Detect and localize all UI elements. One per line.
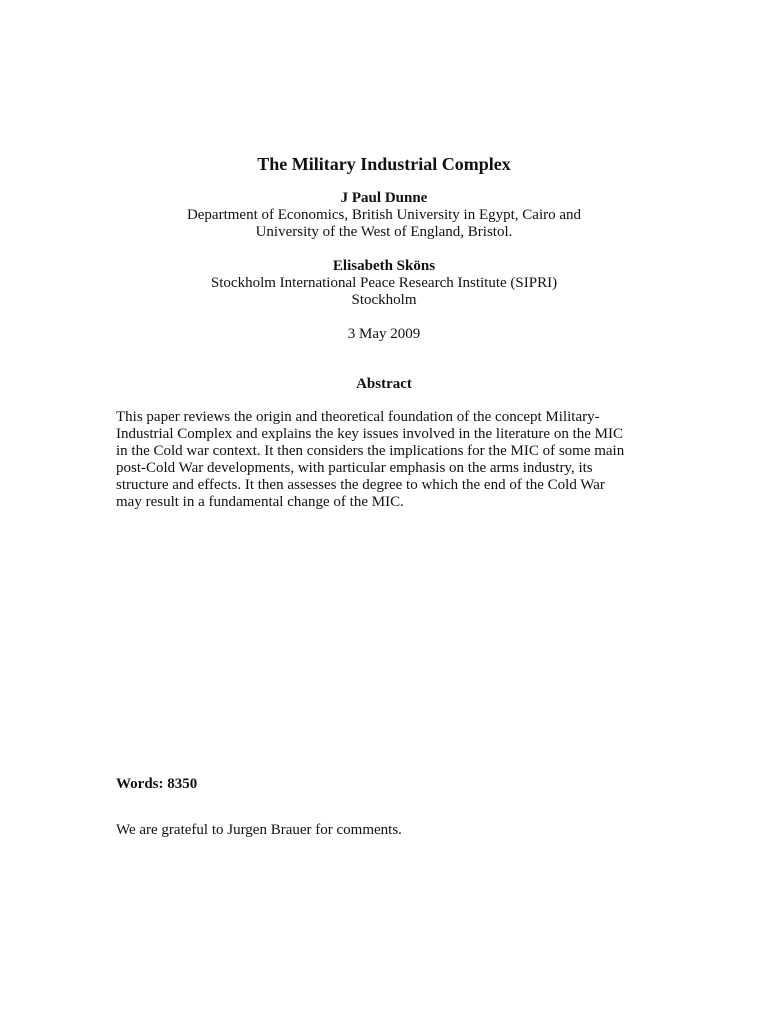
abstract-line: structure and effects. It then assesses the degree to which the end of the Cold War xyxy=(116,477,605,493)
abstract-line: This paper reviews the origin and theoretical foundation of the concept Military- xyxy=(116,409,600,425)
abstract-body xyxy=(116,409,651,511)
author-name: J Paul Dunne xyxy=(340,190,428,206)
author-affiliation xyxy=(0,207,768,241)
word-count: Words: 8350 xyxy=(116,776,198,792)
paper-date: 3 May 2009 xyxy=(347,326,421,342)
abstract-heading: Abstract xyxy=(356,376,412,392)
abstract-line: post-Cold War developments, with particular emphasis on the arms industry, its xyxy=(116,460,593,476)
affiliation-line: University of the West of England, Bristol. xyxy=(255,224,513,240)
affiliation-line: Stockholm International Peace Research Institute (SIPRI) xyxy=(210,275,558,291)
affiliation-line: Department of Economics, British University in Egypt, Cairo and xyxy=(186,207,582,223)
paper-title: The Military Industrial Complex xyxy=(257,154,511,174)
abstract-line: in the Cold war context. It then considers the implications for the MIC of some main xyxy=(116,443,625,459)
author-name: Elisabeth Sköns xyxy=(332,258,436,274)
acknowledgement: We are grateful to Jurgen Brauer for comments. xyxy=(116,822,402,838)
abstract-line: may result in a fundamental change of the MIC. xyxy=(116,494,404,510)
author-affiliation xyxy=(0,275,768,309)
abstract-line: Industrial Complex and explains the key issues involved in the literature on the MIC xyxy=(116,426,623,442)
affiliation-line: Stockholm xyxy=(351,292,417,308)
